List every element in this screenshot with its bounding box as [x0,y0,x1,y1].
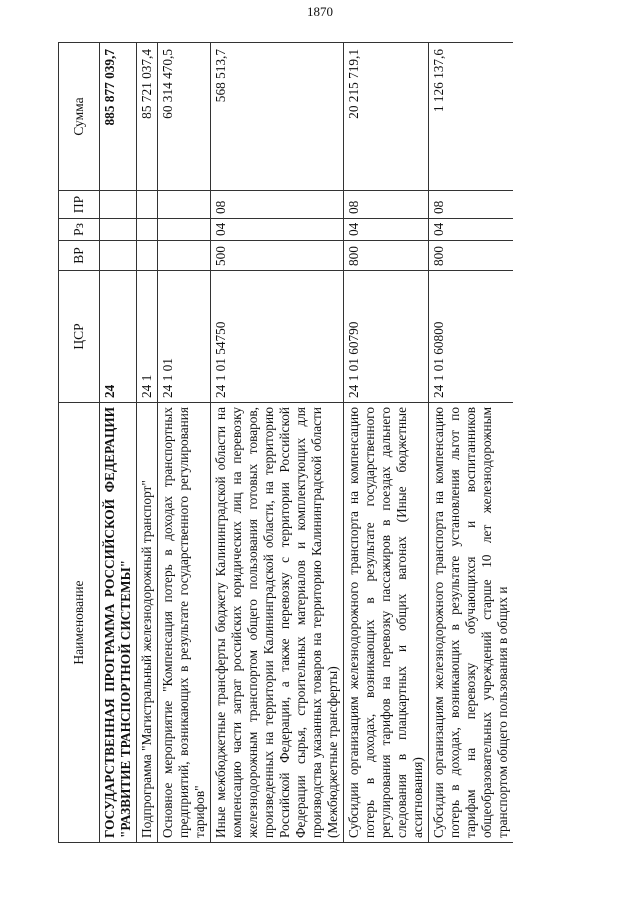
row-rz: 04 [211,219,344,241]
row-sum: 20 215 719,1 [344,43,429,191]
row-rz: 04 [429,219,514,241]
budget-table [58,42,513,843]
table-row [100,43,137,843]
row-name: Иные межбюджетные трансферты бюджету Калининградской области на компенсацию части затрат российских юридических лиц на перевозку железнодорожным транспортом общего пользования готовых товаров, произведенных на территории Калининградской области, на территорию Российской Федерации, а также перевозку с территории Российской Федерации сырья, строительных материалов и комплектующих для производства указанных товаров на территорию Калининградской области (Межбюджетные трансферты) [211,403,344,843]
row-vr [100,241,137,271]
budget-table-container [58,43,602,843]
row-csr: 24 1 [137,271,158,403]
row-csr: 24 [100,271,137,403]
row-vr: 500 [211,241,344,271]
header-name: Наименование [59,403,100,843]
row-sum: 568 513,7 [211,43,344,191]
row-sum: 885 877 039,7 [100,43,137,191]
row-vr: 800 [429,241,514,271]
table-row [211,43,344,843]
table-row [158,43,211,843]
row-sum: 85 721 037,4 [137,43,158,191]
row-name: ГОСУДАРСТВЕННАЯ ПРОГРАММА РОССИЙСКОЙ ФЕДЕРАЦИИ "РАЗВИТИЕ ТРАНСПОРТНОЙ СИСТЕМЫ" [100,403,137,843]
header-csr: ЦСР [59,271,100,403]
row-rz [158,219,211,241]
header-pr: ПР [59,191,100,219]
row-pr: 08 [344,191,429,219]
table-header-row [59,43,100,843]
row-sum: 60 314 470,5 [158,43,211,191]
row-name: Субсидии организациям железнодорожного транспорта на компенсацию потерь в доходах, возникающих в результате установления льгот по тарифам на перевозку обучающихся и воспитанников общеобразовательных учреждений старше 10 лет железнодорожным транспортом общего пользования в общих и [429,403,514,843]
table-row [429,43,514,843]
table-row [344,43,429,843]
row-pr: 08 [429,191,514,219]
page-number: 1870 [307,4,333,19]
row-rz [137,219,158,241]
row-pr [158,191,211,219]
header-sum: Сумма [59,43,100,191]
row-name: Подпрограмма "Магистральный железнодорожный транспорт" [137,403,158,843]
row-name: Субсидии организациям железнодорожного транспорта на компенсацию потерь в доходах, возникающих в результате государственного регулирования тарифов на перевозку пассажиров в поездах дальнего следования в плацкартных и общих вагонах (Иные бюджетные ассигнования) [344,403,429,843]
row-vr: 800 [344,241,429,271]
row-sum: 1 126 137,6 [429,43,514,191]
row-vr [137,241,158,271]
row-pr [137,191,158,219]
table-row [137,43,158,843]
row-rz: 04 [344,219,429,241]
header-vr: ВР [59,241,100,271]
row-csr: 24 1 01 60800 [429,271,514,403]
row-name: Основное мероприятие "Компенсация потерь в доходах транспортных предприятий, возникающих в результате государственного регулирования тарифов" [158,403,211,843]
row-csr: 24 1 01 54750 [211,271,344,403]
row-pr [100,191,137,219]
row-vr [158,241,211,271]
row-csr: 24 1 01 60790 [344,271,429,403]
row-csr: 24 1 01 [158,271,211,403]
row-pr: 08 [211,191,344,219]
header-rz: Рз [59,219,100,241]
row-rz [100,219,137,241]
